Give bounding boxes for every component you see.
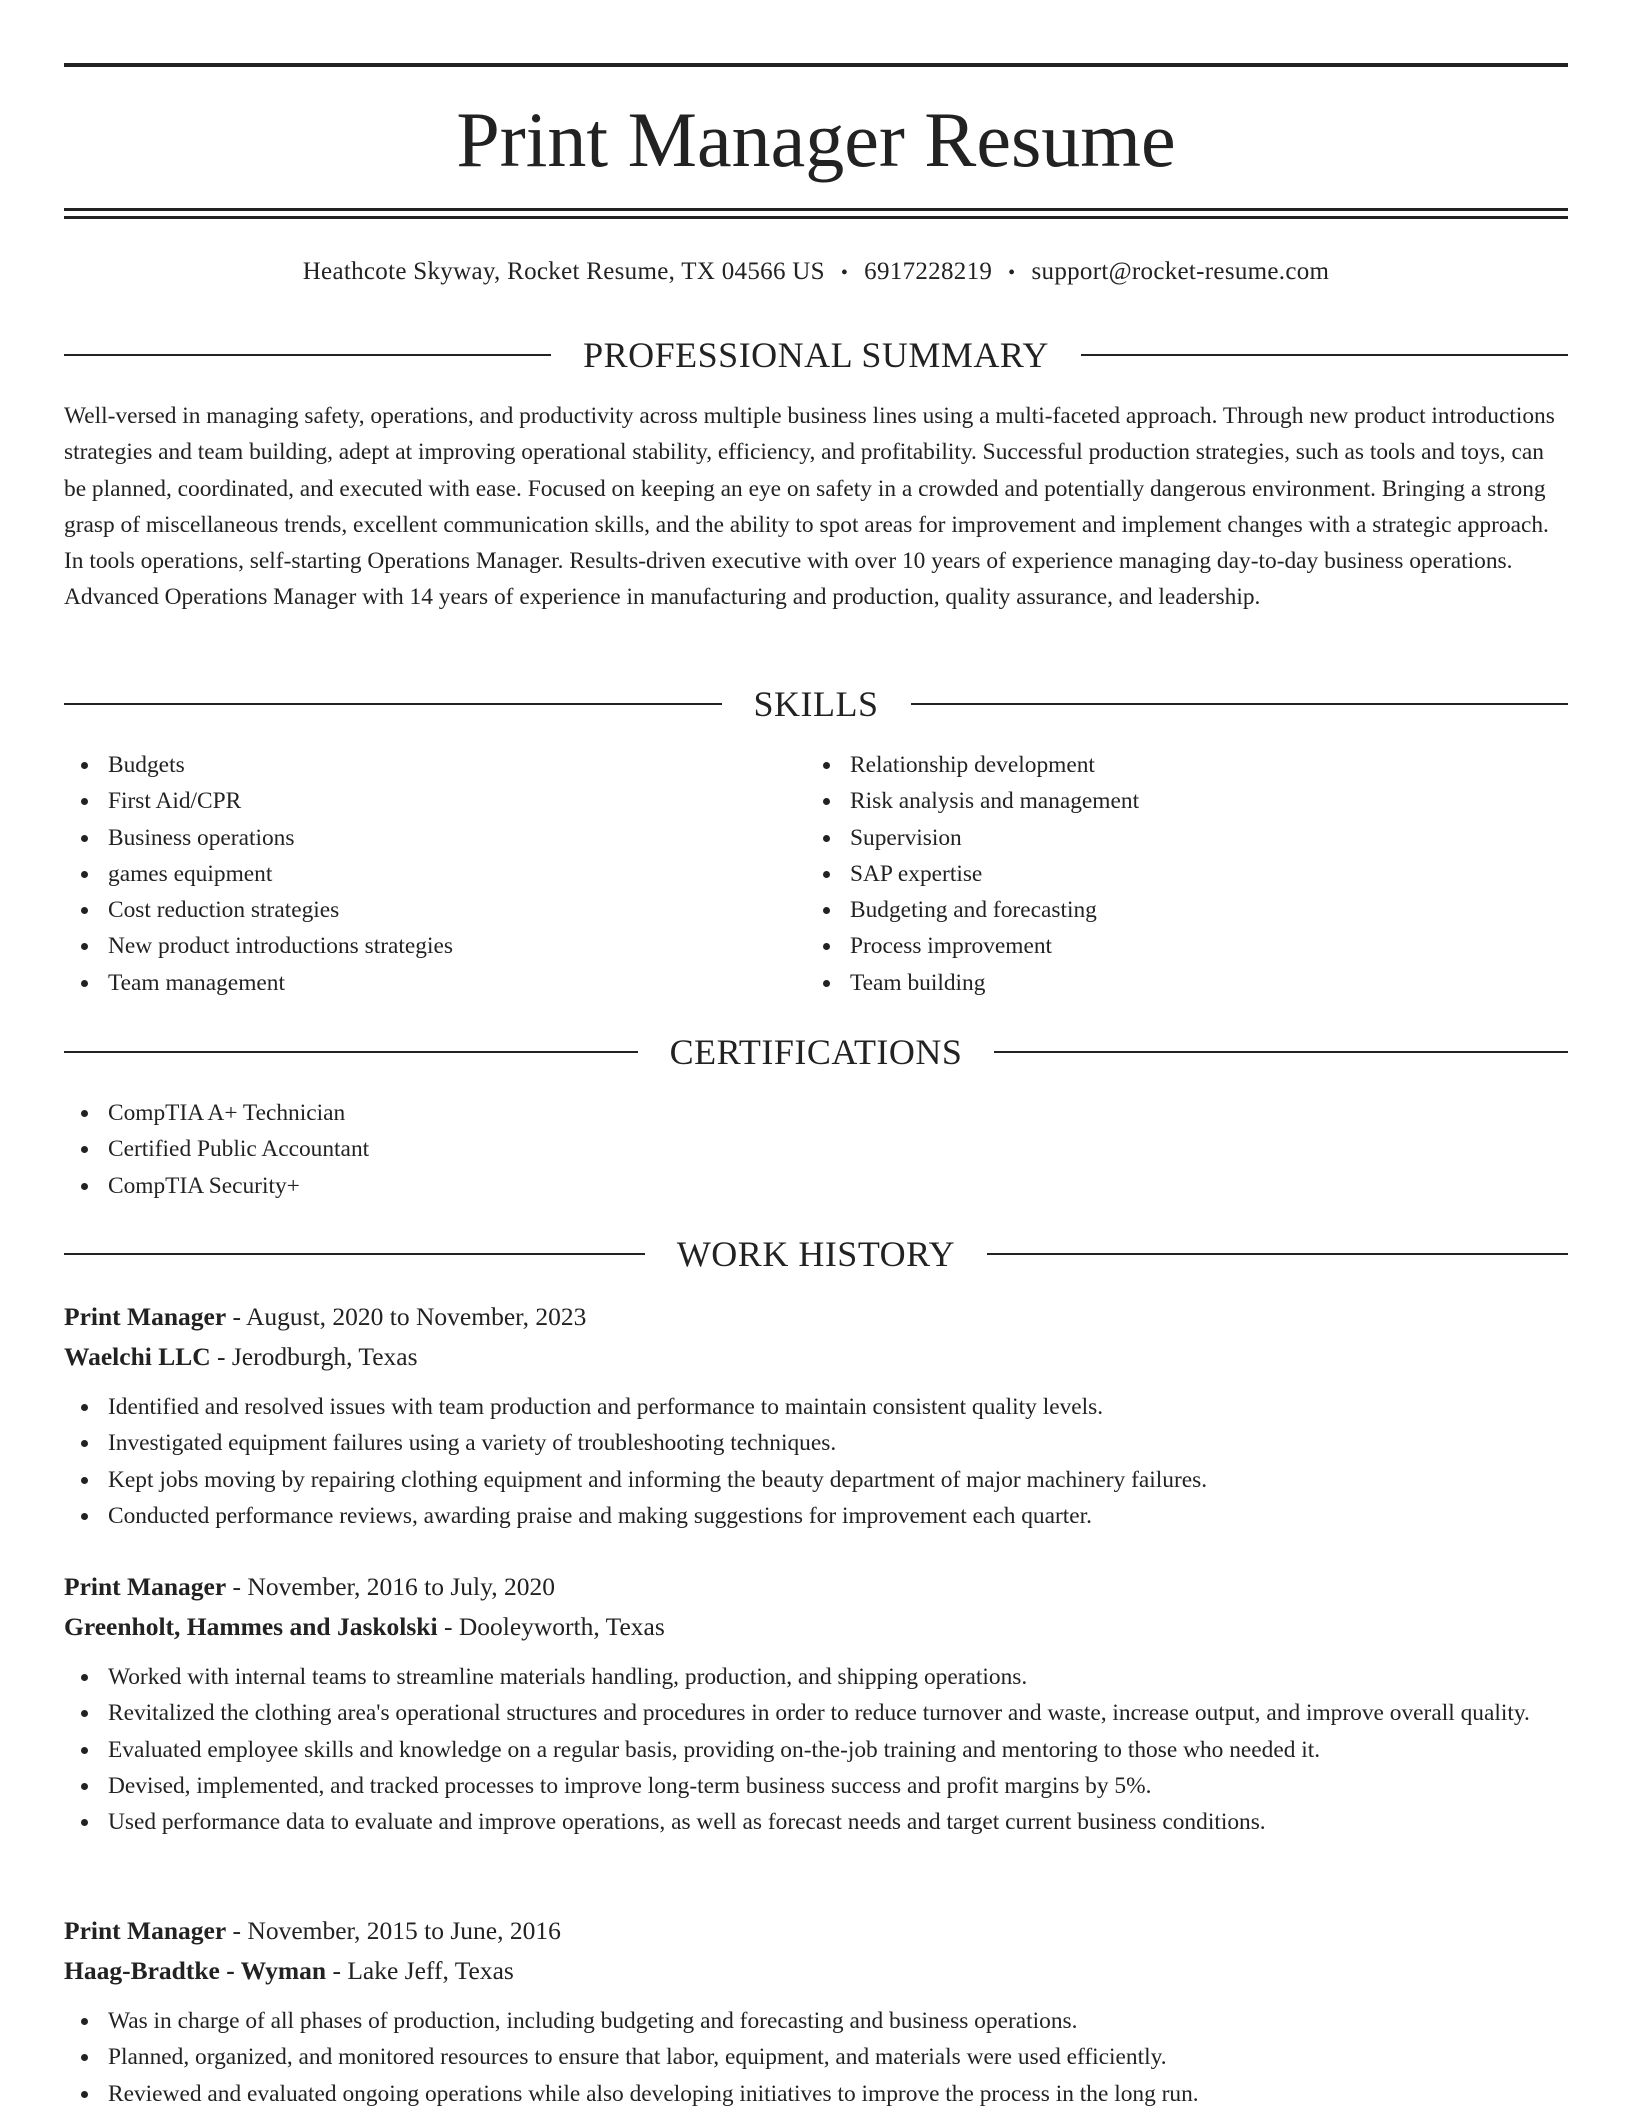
certification-item: CompTIA A+ Technician	[64, 1095, 1568, 1131]
top-rule	[64, 63, 1568, 67]
heading-rule	[994, 1051, 1568, 1053]
section-title-summary: PROFESSIONAL SUMMARY	[583, 335, 1049, 375]
contact-line	[64, 254, 1568, 291]
skill-item: New product introductions strategies	[64, 928, 804, 964]
heading-rule	[64, 1253, 645, 1255]
job-title-line	[64, 1297, 1568, 1337]
skill-item: Budgeting and forecasting	[806, 892, 1546, 928]
job-title: Print Manager	[64, 1572, 227, 1601]
skills-list-right	[806, 747, 1546, 1001]
heading-rule	[911, 703, 1569, 705]
job-company: Waelchi LLC	[64, 1342, 211, 1371]
section-title-work-history: WORK HISTORY	[676, 1234, 956, 1274]
skill-item: Cost reduction strategies	[64, 892, 804, 928]
job-company: Greenholt, Hammes and Jaskolski	[64, 1612, 438, 1641]
contact-phone: 6917228219	[864, 258, 993, 285]
job-bullets	[64, 1389, 1568, 1534]
heading-rule	[1081, 354, 1568, 356]
skill-item: Risk analysis and management	[806, 783, 1546, 819]
job-bullets	[64, 1659, 1568, 1840]
heading-rule	[64, 354, 551, 356]
job-title: Print Manager	[64, 1916, 227, 1945]
heading-rule	[64, 1051, 638, 1053]
job-title-line	[64, 1911, 1568, 1951]
section-heading-work-history	[64, 1232, 1568, 1276]
skill-item: Business operations	[64, 820, 804, 856]
skill-item: Team management	[64, 965, 804, 1001]
job-title: Print Manager	[64, 1302, 227, 1331]
skill-item: games equipment	[64, 856, 804, 892]
job-bullet-item: Conducted performance reviews, awarding praise and making suggestions for improvement each quarter.	[64, 1498, 1568, 1534]
contact-separator: •	[840, 262, 849, 284]
job-entry	[64, 1567, 1568, 1840]
contact-separator: •	[1008, 262, 1016, 284]
skill-item: Process improvement	[806, 928, 1546, 964]
skill-item: Supervision	[806, 820, 1546, 856]
section-title-skills: SKILLS	[753, 684, 879, 724]
certifications-list	[64, 1095, 1568, 1204]
job-dates: - August, 2020 to November, 2023	[226, 1302, 587, 1331]
job-entry	[64, 1911, 1568, 2112]
skill-item: Relationship development	[806, 747, 1546, 783]
summary-paragraph: Well-versed in managing safety, operations, and productivity across multiple business lines using a multi-faceted approach. Through new product introductions strategies and team building, adept at improving operational stability, efficiency, and profitability. Successful production strategies, such as tools and toys, can be planned, coordinated, and executed with ease. Focused on keeping an eye on safety in a crowded and potentially dangerous environment. Bringing a strong grasp of miscellaneous trends, excellent communication skills, and the ability to spot areas for improvement and implement changes with a strategic approach. In tools operations, self-starting Operations Manager. Results-driven executive with over 10 years of experience managing day-to-day business operations. Advanced Operations Manager with 14 years of experience in manufacturing and production, quality assurance, and leadership.	[64, 403, 1555, 611]
certification-item: CompTIA Security+	[64, 1168, 1568, 1204]
job-bullet-item: Was in charge of all phases of production, including budgeting and forecasting and business operations.	[64, 2003, 1568, 2039]
heading-rule	[987, 1253, 1568, 1255]
contact-email: support@rocket-resume.com	[1031, 258, 1330, 285]
job-location: - Jerodburgh, Texas	[210, 1342, 418, 1371]
job-bullet-item: Identified and resolved issues with team production and performance to maintain consistent quality levels.	[64, 1389, 1568, 1425]
job-location: - Lake Jeff, Texas	[326, 1956, 514, 1985]
skill-item: First Aid/CPR	[64, 783, 804, 819]
section-heading-certifications	[64, 1030, 1568, 1074]
job-bullet-item: Worked with internal teams to streamline materials handling, production, and shipping operations.	[64, 1659, 1568, 1695]
job-location: - Dooleyworth, Texas	[437, 1612, 665, 1641]
job-company-line	[64, 1337, 1568, 1377]
skill-item: Budgets	[64, 747, 804, 783]
contact-address: Heathcote Skyway, Rocket Resume, TX 04566 US	[302, 258, 825, 285]
skills-list-left	[64, 747, 804, 1001]
section-title-certifications: CERTIFICATIONS	[669, 1032, 963, 1072]
heading-rule	[64, 703, 722, 705]
skill-item: SAP expertise	[806, 856, 1546, 892]
job-company: Haag-Bradtke - Wyman	[64, 1956, 327, 1985]
job-bullet-item: Kept jobs moving by repairing clothing equipment and informing the beauty department of major machinery failures.	[64, 1462, 1568, 1498]
job-bullet-item: Revitalized the clothing area's operational structures and procedures in order to reduce turnover and waste, increase output, and improve overall quality.	[64, 1695, 1568, 1731]
job-company-line	[64, 1951, 1568, 1991]
job-bullet-item: Evaluated employee skills and knowledge on a regular basis, providing on-the-job training and mentoring to those who needed it.	[64, 1732, 1568, 1768]
job-bullets	[64, 2003, 1568, 2112]
job-title-line	[64, 1567, 1568, 1607]
section-heading-skills	[64, 682, 1568, 726]
job-bullet-item: Reviewed and evaluated ongoing operations while also developing initiatives to improve the process in the long run.	[64, 2076, 1568, 2112]
section-heading-summary	[64, 333, 1568, 377]
job-bullet-item: Devised, implemented, and tracked processes to improve long-term business success and profit margins by 5%.	[64, 1768, 1568, 1804]
certification-item: Certified Public Accountant	[64, 1131, 1568, 1167]
job-dates: - November, 2015 to June, 2016	[226, 1916, 561, 1945]
job-entry	[64, 1297, 1568, 1534]
skill-item: Team building	[806, 965, 1546, 1001]
job-bullet-item: Investigated equipment failures using a variety of troubleshooting techniques.	[64, 1425, 1568, 1461]
job-bullet-item: Planned, organized, and monitored resources to ensure that labor, equipment, and materials were used efficiently.	[64, 2039, 1568, 2075]
title-double-rule	[64, 208, 1568, 219]
job-bullet-item: Used performance data to evaluate and improve operations, as well as forecast needs and target current business conditions.	[64, 1804, 1568, 1840]
page-title: Print Manager Resume	[456, 96, 1176, 183]
job-dates: - November, 2016 to July, 2020	[226, 1572, 555, 1601]
job-company-line	[64, 1607, 1568, 1647]
